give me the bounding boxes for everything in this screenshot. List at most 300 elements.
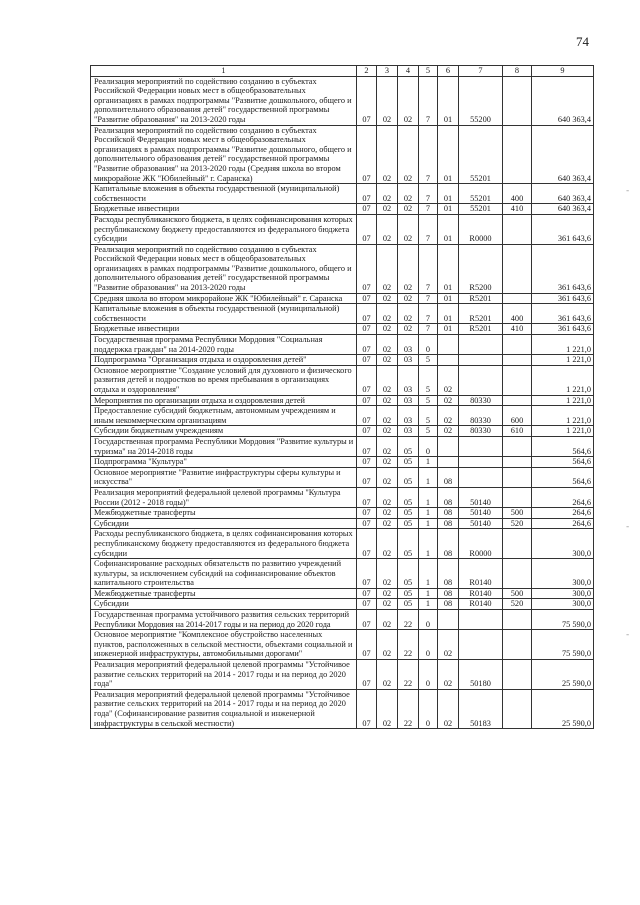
cell-program: 02: [398, 324, 419, 335]
cell-expense-type: 410: [503, 324, 532, 335]
cell-program: 22: [398, 610, 419, 630]
cell-program: 02: [398, 304, 419, 324]
row-name: Межбюджетные трансферты: [91, 508, 357, 519]
table-row: [91, 365, 594, 395]
cell-direction: 80330: [459, 395, 503, 406]
cell-section: 07: [357, 304, 377, 324]
cell-amount: 361 643,6: [532, 214, 594, 244]
column-header: 7: [459, 66, 503, 77]
cell-amount: 25 590,0: [532, 689, 594, 728]
cell-amount: 1 221,0: [532, 365, 594, 395]
cell-subsection: 02: [377, 610, 398, 630]
row-name: Субсидии: [91, 518, 357, 529]
row-name: Субсидии: [91, 599, 357, 610]
cell-program: 03: [398, 365, 419, 395]
cell-subsection: 02: [377, 599, 398, 610]
cell-amount: 361 643,6: [532, 324, 594, 335]
cell-expense-type: [503, 214, 532, 244]
cell-program: 05: [398, 599, 419, 610]
cell-amount: 264,6: [532, 518, 594, 529]
cell-direction: [459, 355, 503, 366]
column-header: 8: [503, 66, 532, 77]
cell-section: 07: [357, 244, 377, 293]
cell-subprogram: 7: [419, 304, 438, 324]
cell-section: 07: [357, 395, 377, 406]
cell-amount: 361 643,6: [532, 304, 594, 324]
cell-section: 07: [357, 204, 377, 215]
cell-subprogram: 5: [419, 426, 438, 437]
table-row: [91, 426, 594, 437]
table-row: [91, 467, 594, 487]
cell-measure: [438, 457, 459, 468]
table-row: [91, 436, 594, 456]
cell-subsection: 02: [377, 406, 398, 426]
table-row: [91, 518, 594, 529]
cell-expense-type: [503, 335, 532, 355]
cell-direction: [459, 436, 503, 456]
cell-expense-type: 400: [503, 304, 532, 324]
cell-direction: 55200: [459, 76, 503, 125]
cell-program: 03: [398, 335, 419, 355]
row-name: Субсидии бюджетным учреждениям: [91, 426, 357, 437]
table-row: [91, 76, 594, 125]
cell-program: 22: [398, 660, 419, 690]
cell-expense-type: [503, 610, 532, 630]
cell-section: 07: [357, 324, 377, 335]
cell-measure: 01: [438, 293, 459, 304]
cell-subsection: 02: [377, 204, 398, 215]
cell-subsection: 02: [377, 355, 398, 366]
cell-section: 07: [357, 355, 377, 366]
cell-direction: R0000: [459, 214, 503, 244]
cell-amount: 640 363,4: [532, 184, 594, 204]
row-name: Бюджетные инвестиции: [91, 204, 357, 215]
column-header: 1: [91, 66, 357, 77]
cell-amount: 300,0: [532, 588, 594, 599]
cell-subprogram: 0: [419, 335, 438, 355]
row-name: Государственная программа Республики Мордовия "Социальная поддержка граждан" на 2014-2020 годы: [91, 335, 357, 355]
cell-expense-type: [503, 487, 532, 507]
cell-section: 07: [357, 125, 377, 184]
table-row: [91, 630, 594, 660]
cell-amount: 361 643,6: [532, 244, 594, 293]
cell-amount: 1 221,0: [532, 406, 594, 426]
cell-measure: [438, 335, 459, 355]
cell-section: 07: [357, 184, 377, 204]
cell-measure: 01: [438, 204, 459, 215]
cell-measure: 02: [438, 426, 459, 437]
cell-subprogram: 5: [419, 406, 438, 426]
cell-expense-type: [503, 630, 532, 660]
cell-subprogram: 1: [419, 518, 438, 529]
cell-subprogram: 7: [419, 324, 438, 335]
cell-section: 07: [357, 76, 377, 125]
cell-direction: R0140: [459, 599, 503, 610]
row-name: Реализация мероприятий по содействию созданию в субъектах Российской Федерации новых мест в общеобразовательных организациях в рамках подпрограммы "Развитие дошкольного, общего и дополнительного образования детей" государственной программы "Развитие образования" на 2013-2020 годы: [91, 76, 357, 125]
column-header: 6: [438, 66, 459, 77]
table-row: [91, 559, 594, 589]
cell-amount: 640 363,4: [532, 76, 594, 125]
cell-amount: 75 590,0: [532, 610, 594, 630]
cell-subsection: 02: [377, 293, 398, 304]
cell-subprogram: 5: [419, 395, 438, 406]
cell-program: 22: [398, 630, 419, 660]
cell-subprogram: 0: [419, 660, 438, 690]
cell-subprogram: 7: [419, 76, 438, 125]
cell-amount: 25 590,0: [532, 660, 594, 690]
table-row: [91, 508, 594, 519]
cell-direction: [459, 335, 503, 355]
cell-subprogram: 7: [419, 293, 438, 304]
row-name: Мероприятия по организации отдыха и оздоровления детей: [91, 395, 357, 406]
cell-expense-type: 600: [503, 406, 532, 426]
cell-expense-type: [503, 355, 532, 366]
cell-expense-type: [503, 365, 532, 395]
cell-direction: [459, 630, 503, 660]
cell-direction: [459, 365, 503, 395]
row-name: Капитальные вложения в объекты государственной (муниципальной) собственности: [91, 184, 357, 204]
column-header: 9: [532, 66, 594, 77]
column-header: 3: [377, 66, 398, 77]
cell-subsection: 02: [377, 467, 398, 487]
cell-subsection: 02: [377, 588, 398, 599]
cell-measure: [438, 355, 459, 366]
cell-program: 03: [398, 355, 419, 366]
cell-measure: 08: [438, 529, 459, 559]
cell-expense-type: [503, 395, 532, 406]
cell-program: 02: [398, 214, 419, 244]
row-name: Реализация мероприятий федеральной целевой программы "Устойчивое развитие сельских территорий на 2014 - 2017 годы и на период до 2020 года": [91, 660, 357, 690]
table-row: [91, 324, 594, 335]
cell-subprogram: 1: [419, 599, 438, 610]
cell-subsection: 02: [377, 689, 398, 728]
cell-measure: 08: [438, 518, 459, 529]
cell-subprogram: 1: [419, 457, 438, 468]
cell-amount: 264,6: [532, 487, 594, 507]
column-header: 2: [357, 66, 377, 77]
row-name: Реализация мероприятий по содействию созданию в субъектах Российской Федерации новых мест в общеобразовательных организациях в рамках подпрограммы "Развитие дошкольного, общего и дополнительного образования детей" государственной программы "Развитие образования" на 2013-2020 годы: [91, 244, 357, 293]
cell-subprogram: 1: [419, 487, 438, 507]
cell-expense-type: 500: [503, 508, 532, 519]
cell-subsection: 02: [377, 214, 398, 244]
cell-direction: R5201: [459, 293, 503, 304]
cell-program: 03: [398, 406, 419, 426]
row-name: Расходы республиканского бюджета, в целях софинансирования которых республиканскому бюджету предоставляются из федерального бюджета субсидии: [91, 214, 357, 244]
table-row: [91, 406, 594, 426]
cell-program: 05: [398, 518, 419, 529]
cell-direction: 55201: [459, 204, 503, 215]
cell-subsection: 02: [377, 529, 398, 559]
cell-program: 05: [398, 588, 419, 599]
cell-program: 05: [398, 529, 419, 559]
cell-section: 07: [357, 660, 377, 690]
table-row: [91, 335, 594, 355]
cell-subsection: 02: [377, 457, 398, 468]
cell-section: 07: [357, 365, 377, 395]
cell-program: 05: [398, 487, 419, 507]
budget-table: [90, 65, 594, 729]
cell-expense-type: [503, 76, 532, 125]
cell-section: 07: [357, 630, 377, 660]
cell-amount: 564,6: [532, 436, 594, 456]
cell-section: 07: [357, 436, 377, 456]
cell-program: 05: [398, 457, 419, 468]
scan-mark: -: [626, 522, 630, 532]
cell-amount: 1 221,0: [532, 335, 594, 355]
cell-section: 07: [357, 426, 377, 437]
table-row: [91, 487, 594, 507]
cell-program: 02: [398, 204, 419, 215]
cell-expense-type: [503, 244, 532, 293]
cell-subprogram: 7: [419, 244, 438, 293]
cell-amount: 1 221,0: [532, 395, 594, 406]
cell-expense-type: [503, 125, 532, 184]
row-name: Государственная программа Республики Мордовия "Развитие культуры и туризма" на 2014-2018 годы: [91, 436, 357, 456]
cell-section: 07: [357, 467, 377, 487]
row-name: Подпрограмма "Культура": [91, 457, 357, 468]
cell-expense-type: [503, 689, 532, 728]
table-row: [91, 610, 594, 630]
cell-program: 02: [398, 76, 419, 125]
cell-subsection: 02: [377, 365, 398, 395]
cell-subprogram: 1: [419, 559, 438, 589]
cell-subprogram: 0: [419, 610, 438, 630]
cell-program: 02: [398, 244, 419, 293]
cell-amount: 361 643,6: [532, 293, 594, 304]
cell-section: 07: [357, 457, 377, 468]
cell-program: 05: [398, 436, 419, 456]
cell-measure: 02: [438, 689, 459, 728]
cell-subsection: 02: [377, 184, 398, 204]
cell-section: 07: [357, 508, 377, 519]
cell-subsection: 02: [377, 244, 398, 293]
cell-measure: 01: [438, 214, 459, 244]
cell-expense-type: [503, 660, 532, 690]
cell-subprogram: 7: [419, 214, 438, 244]
cell-amount: 300,0: [532, 529, 594, 559]
cell-amount: 75 590,0: [532, 630, 594, 660]
row-name: Реализация мероприятий по содействию созданию в субъектах Российской Федерации новых мест в общеобразовательных организациях в рамках подпрограммы "Развитие дошкольного, общего и дополнительного образования детей" государственной программы "Развитие образования" на 2013-2020 годы (Средняя школа во втором микрорайоне ЖК "Юбилейный" г. Саранска): [91, 125, 357, 184]
cell-section: 07: [357, 599, 377, 610]
cell-program: 03: [398, 395, 419, 406]
cell-subprogram: 1: [419, 467, 438, 487]
table-row: [91, 125, 594, 184]
cell-expense-type: 500: [503, 588, 532, 599]
row-name: Основное мероприятие "Комплексное обустройство населенных пунктов, расположенных в сельской местности, объектами социальной и инженерной инфраструктуры, автомобильными дорогами": [91, 630, 357, 660]
cell-direction: 55201: [459, 184, 503, 204]
cell-measure: 01: [438, 184, 459, 204]
cell-direction: R5201: [459, 304, 503, 324]
cell-program: 02: [398, 125, 419, 184]
cell-subprogram: 1: [419, 588, 438, 599]
row-name: Капитальные вложения в объекты государственной (муниципальной) собственности: [91, 304, 357, 324]
row-name: Основное мероприятие "Развитие инфраструктуры сферы культуры и искусства": [91, 467, 357, 487]
cell-subsection: 02: [377, 508, 398, 519]
cell-direction: R0140: [459, 559, 503, 589]
cell-subsection: 02: [377, 304, 398, 324]
cell-direction: 50180: [459, 660, 503, 690]
cell-subsection: 02: [377, 426, 398, 437]
cell-measure: 01: [438, 324, 459, 335]
cell-amount: 264,6: [532, 508, 594, 519]
table-row: [91, 660, 594, 690]
cell-measure: 08: [438, 508, 459, 519]
cell-measure: 02: [438, 395, 459, 406]
table-row: [91, 204, 594, 215]
cell-measure: 08: [438, 487, 459, 507]
cell-section: 07: [357, 529, 377, 559]
row-name: Подпрограмма "Организация отдыха и оздоровления детей": [91, 355, 357, 366]
cell-measure: 08: [438, 588, 459, 599]
column-header: 5: [419, 66, 438, 77]
row-name: Софинансирование расходных обязательств по развитию учреждений культуры, за исключением субсидий на софинансирование объектов капитального строительства: [91, 559, 357, 589]
row-name: Бюджетные инвестиции: [91, 324, 357, 335]
cell-direction: [459, 467, 503, 487]
cell-amount: 1 221,0: [532, 355, 594, 366]
cell-measure: [438, 610, 459, 630]
table-row: [91, 529, 594, 559]
cell-program: 05: [398, 508, 419, 519]
cell-program: 03: [398, 426, 419, 437]
cell-section: 07: [357, 214, 377, 244]
cell-subprogram: 0: [419, 630, 438, 660]
cell-measure: 01: [438, 304, 459, 324]
cell-direction: R0140: [459, 588, 503, 599]
cell-expense-type: 520: [503, 599, 532, 610]
cell-subsection: 02: [377, 395, 398, 406]
cell-subsection: 02: [377, 335, 398, 355]
cell-direction: 80330: [459, 426, 503, 437]
cell-subsection: 02: [377, 125, 398, 184]
cell-expense-type: [503, 559, 532, 589]
cell-subprogram: 1: [419, 508, 438, 519]
cell-measure: 08: [438, 467, 459, 487]
scan-mark: -: [626, 630, 630, 640]
cell-direction: [459, 457, 503, 468]
cell-direction: 55201: [459, 125, 503, 184]
table-row: [91, 214, 594, 244]
cell-section: 07: [357, 518, 377, 529]
row-name: Межбюджетные трансферты: [91, 588, 357, 599]
cell-program: 02: [398, 293, 419, 304]
cell-subprogram: 7: [419, 184, 438, 204]
cell-measure: 02: [438, 630, 459, 660]
cell-expense-type: [503, 457, 532, 468]
cell-subprogram: 5: [419, 365, 438, 395]
cell-measure: 02: [438, 365, 459, 395]
cell-subprogram: 7: [419, 204, 438, 215]
cell-subsection: 02: [377, 76, 398, 125]
cell-direction: 50140: [459, 487, 503, 507]
row-name: Основное мероприятие "Создание условий для духовного и физического развития детей и подростков во время пребывания в организациях отдыха и оздоровления": [91, 365, 357, 395]
table-row: [91, 689, 594, 728]
table-row: [91, 244, 594, 293]
cell-measure: [438, 436, 459, 456]
cell-subprogram: 5: [419, 355, 438, 366]
cell-measure: 02: [438, 660, 459, 690]
cell-amount: 640 363,4: [532, 125, 594, 184]
table-row: [91, 599, 594, 610]
cell-program: 22: [398, 689, 419, 728]
cell-subprogram: 0: [419, 436, 438, 456]
cell-direction: 50140: [459, 518, 503, 529]
row-name: Расходы республиканского бюджета, в целях софинансирования которых республиканскому бюджету предоставляются из федерального бюджета субсидии: [91, 529, 357, 559]
cell-expense-type: 400: [503, 184, 532, 204]
page-number: 74: [576, 34, 589, 49]
cell-amount: 564,6: [532, 467, 594, 487]
cell-subprogram: 7: [419, 125, 438, 184]
cell-expense-type: 610: [503, 426, 532, 437]
cell-program: 02: [398, 184, 419, 204]
cell-subprogram: 1: [419, 529, 438, 559]
row-name: Государственная программа устойчивого развития сельских территорий Республики Мордовия на 2014-2017 годы и на период до 2020 года: [91, 610, 357, 630]
cell-measure: 01: [438, 125, 459, 184]
cell-expense-type: 410: [503, 204, 532, 215]
cell-subsection: 02: [377, 436, 398, 456]
cell-program: 05: [398, 467, 419, 487]
scan-mark: -: [626, 186, 630, 196]
cell-amount: 300,0: [532, 559, 594, 589]
cell-measure: 08: [438, 599, 459, 610]
cell-direction: R0000: [459, 529, 503, 559]
cell-measure: 01: [438, 244, 459, 293]
cell-subsection: 02: [377, 660, 398, 690]
cell-program: 05: [398, 559, 419, 589]
cell-direction: 50183: [459, 689, 503, 728]
cell-amount: 640 363,4: [532, 204, 594, 215]
cell-section: 07: [357, 487, 377, 507]
cell-subsection: 02: [377, 324, 398, 335]
cell-expense-type: [503, 467, 532, 487]
cell-section: 07: [357, 335, 377, 355]
cell-section: 07: [357, 689, 377, 728]
row-name: Реализация мероприятий федеральной целевой программы "Устойчивое развитие сельских территорий на 2014 - 2017 годы и на период до 2020 года" (Софинансирование развития социальной и инженерной инфраструктуры в сельской местности): [91, 689, 357, 728]
cell-direction: [459, 610, 503, 630]
row-name: Средняя школа во втором микрорайоне ЖК "Юбилейный" г. Саранска: [91, 293, 357, 304]
cell-direction: R5200: [459, 244, 503, 293]
table-row: [91, 395, 594, 406]
cell-subprogram: 0: [419, 689, 438, 728]
cell-subsection: 02: [377, 518, 398, 529]
table-row: [91, 184, 594, 204]
row-name: Предоставление субсидий бюджетным, автономным учреждениям и иным некоммерческим организациям: [91, 406, 357, 426]
cell-measure: 02: [438, 406, 459, 426]
table-row: [91, 304, 594, 324]
cell-section: 07: [357, 293, 377, 304]
table-row: [91, 293, 594, 304]
cell-expense-type: [503, 293, 532, 304]
cell-direction: 50140: [459, 508, 503, 519]
table-row: [91, 355, 594, 366]
cell-expense-type: [503, 529, 532, 559]
header-row: [91, 66, 594, 77]
cell-subsection: 02: [377, 487, 398, 507]
cell-section: 07: [357, 610, 377, 630]
row-name: Реализация мероприятий федеральной целевой программы "Культура России (2012 - 2018 годы)": [91, 487, 357, 507]
cell-section: 07: [357, 588, 377, 599]
cell-section: 07: [357, 406, 377, 426]
cell-subsection: 02: [377, 559, 398, 589]
cell-amount: 564,6: [532, 457, 594, 468]
cell-subsection: 02: [377, 630, 398, 660]
cell-measure: 08: [438, 559, 459, 589]
cell-expense-type: [503, 436, 532, 456]
column-header: 4: [398, 66, 419, 77]
cell-measure: 01: [438, 76, 459, 125]
cell-section: 07: [357, 559, 377, 589]
cell-amount: 1 221,0: [532, 426, 594, 437]
cell-direction: R5201: [459, 324, 503, 335]
